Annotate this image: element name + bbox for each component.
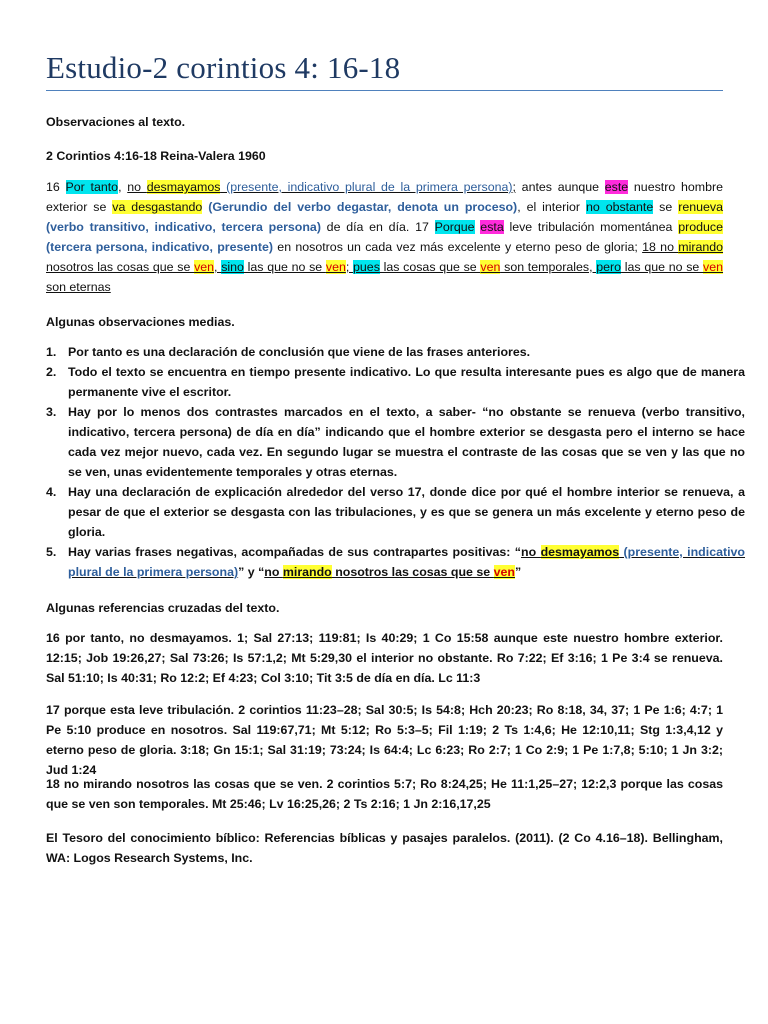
list-number: 3. [46,405,57,419]
passage-segment: se [653,200,679,214]
list-item [46,402,745,482]
reference-version: 2 Corintios 4:16-18 Reina-Valera 1960 [46,149,266,163]
passage-text [46,177,723,297]
list-item-text: Hay una declaración de explicación alrededor del verso 17, donde dice por qué el hombre interior se renueva, a pesar de que el exterior se desgasta con las tribulaciones, y es que se genera un más excelente y eterno peso de gloria. [68,485,745,539]
passage-segment: antes aunque [515,180,605,194]
passage-segment: , [118,180,128,194]
list-item-text: Hay por lo menos dos contrastes marcados en el texto, a saber- “no obstante se renueva (verbo transitivo, indicativo, tercera persona) de día en día” indicando que el hombre exterior se desgasta pero el interno se hace cada vez mejor nuevo, cada vez. En segundo lugar se muestra el contraste de las cosas que se ven y las que no se ven, unas evidentemente temporales y otras eternas. [68,405,745,479]
list-item-text: Por tanto es una declaración de conclusión que viene de las frases anteriores. [68,345,531,359]
passage-segment: nuestro hombre exterior se [46,180,723,214]
heading-referencias: Algunas referencias cruzadas del texto. [46,601,280,615]
list-item [46,362,745,402]
passage-segment: de día en día. 17 [320,220,435,234]
page-title: Estudio-2 corintios 4: 16-18 [46,50,401,85]
passage-segment: no obstante [585,200,654,214]
list-item [46,542,746,582]
passage-segment: , el interior [517,200,586,214]
list-number: 1. [46,345,57,359]
reference-paragraph-16: 16 por tanto, no desmayamos. 1; Sal 27:13; 119:81; Is 40:29; 1 Co 15:58 aunque este nuestro hombre exterior. 12:15; Job 19:26,27; Sal 73:26; Is 57:1,2; Mt 5:29,30 el interior no obstante. Ro 7:22; Ef 3:16; 1 Pe 3:4 se renueva. Sal 51:10; Is 40:31; Ro 12:2; Ef 4:23; Col 3:10; Tit 3:5 de día en día. Lc 11:3 [46,631,723,685]
passage-segment: Porque [434,220,475,234]
observations-list [46,342,745,582]
heading-observaciones: Observaciones al texto. [46,115,186,129]
list-item-text: Hay varias frases negativas, acompañadas de sus contrapartes positivas: “no desmayamos (presente, indicativo plural de la primera persona)” y “no mirando nosotros las cosas que se ven” [68,545,746,579]
passage-segment: 18 no mirando nosotros las cosas que se ven, sino las que no se ven; pues las cosas que se ven son temporales, pero las que no se ven son eternas [46,240,724,294]
passage-segment: esta [480,220,504,234]
list-item [46,342,745,362]
passage-segment: Por tanto [65,180,119,194]
passage-segment: este [604,180,629,194]
list-number: 2. [46,365,57,379]
passage-segment: renueva [678,200,723,214]
reference-paragraph-17: 17 porque esta leve tribulación. 2 corintios 11:23–28; Sal 30:5; Is 54:8; Hch 20:23; Ro 8:18, 34, 37; 1 Pe 1:6; 4:7; 1 Pe 5:10 produce en nosotros. Sal 119:67,71; Mt 5:12; Ro 5:3–5; Fil 1:19; 2 Ts 1:4,6; He 12:10,11; Stg 1:3,4,12 y eterno peso de gloria. 3:18; Gn 15:1; Sal 31:19; 73:24; Is 64:4; Lc 6:23; Ro 2:7; 1 Co 2:9; 1 Pe 1:7,8; 5:10; 1 Jn 3:2; Jud 1:24 [46,703,723,777]
passage-segment: produce [678,220,723,234]
heading-observaciones-medias: Algunas observaciones medias. [46,315,235,329]
reference-paragraph-18: 18 no mirando nosotros las cosas que se ven. 2 corintios 5:7; Ro 8:24,25; He 11:1,25–27; 12:2,3 porque las cosas que se ven son temporales. Mt 25:46; Lv 16:25,26; 2 Ts 2:16; 1 Jn 2:16,17,25 [46,777,723,811]
passage-segment: en nosotros un cada vez más excelente y eterno peso de gloria; [273,240,643,254]
passage-segment: leve tribulación momentánea [503,220,679,234]
passage-segment: no desmayamos (presente, indicativo plural de la primera persona); [127,180,516,194]
passage-segment: (tercera persona, indicativo, presente) [46,240,274,254]
passage-segment: 16 [46,180,66,194]
list-item [46,482,745,542]
list-item-text: Todo el texto se encuentra en tiempo presente indicativo. Lo que resulta interesante pues es algo que de manera permanente vive el escritor. [68,365,745,399]
list-number: 5. [46,545,57,559]
list-number: 4. [46,485,57,499]
passage-segment: va desgastando [112,200,203,214]
citation: El Tesoro del conocimiento bíblico: Referencias bíblicas y pasajes paralelos. (2011). (2 Co 4.16–18). Bellingham, WA: Logos Research Systems, Inc. [46,831,723,865]
title-divider [46,90,723,91]
passage-segment: (Gerundio del verbo degastar, denota un proceso) [202,200,518,214]
passage-segment: (verbo transitivo, indicativo, tercera persona) [46,220,321,234]
